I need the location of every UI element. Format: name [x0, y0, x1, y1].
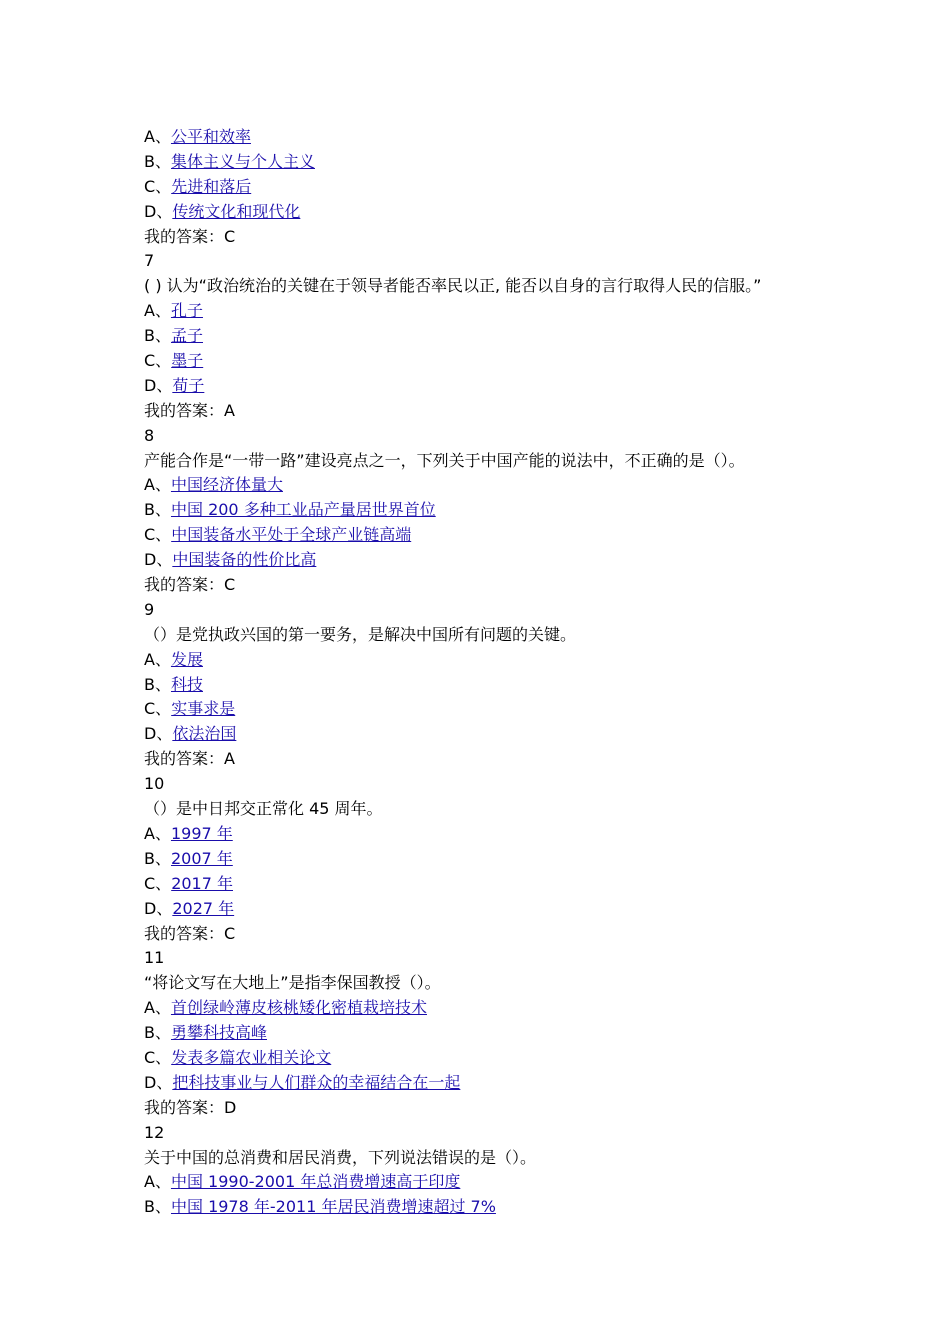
option-letter: C、	[144, 176, 172, 196]
question-number: 12	[144, 1122, 165, 1142]
option-link[interactable]: 中国 1990-2001 年总消费增速高于印度	[170, 1172, 461, 1192]
my-answer: 我的答案：C	[144, 575, 236, 595]
answer-option	[144, 1021, 924, 1046]
question-text: ( ) 认为“政治统治的关键在于领导者能否率民以正, 能否以自身的言行取得人民的信服。”	[144, 276, 762, 296]
question-number: 11	[144, 948, 165, 968]
option-link[interactable]: 依法治国	[172, 724, 237, 744]
answer-option	[144, 299, 924, 324]
option-letter: B、	[144, 1023, 171, 1043]
option-letter: C、	[144, 351, 172, 371]
option-letter: D、	[144, 375, 173, 395]
option-link[interactable]: 科技	[170, 674, 203, 694]
option-letter: C、	[144, 1047, 172, 1067]
option-letter: C、	[144, 873, 172, 893]
option-letter: D、	[144, 898, 173, 918]
answer-option	[144, 150, 924, 175]
option-letter: A、	[144, 127, 171, 146]
option-letter: C、	[144, 525, 172, 545]
option-letter: D、	[144, 201, 173, 221]
option-link[interactable]: 发表多篇农业相关论文	[171, 1047, 332, 1067]
option-link[interactable]: 首创绿岭薄皮核桃矮化密植栽培技术	[170, 998, 427, 1018]
answer-option	[144, 349, 924, 374]
option-link[interactable]: 中国 200 多种工业品产量居世界首位	[170, 500, 436, 520]
answer-option	[144, 722, 924, 747]
option-link[interactable]: 公平和效率	[170, 127, 251, 146]
answer-option	[144, 175, 924, 200]
my-answer: 我的答案：A	[144, 749, 235, 769]
option-letter: D、	[144, 550, 173, 570]
option-letter: B、	[144, 500, 171, 520]
answer-option	[144, 996, 924, 1021]
answer-option	[144, 1170, 924, 1195]
option-letter: D、	[144, 1072, 173, 1092]
answer-option	[144, 324, 924, 349]
option-letter: B、	[144, 151, 171, 171]
answer-option	[144, 1195, 924, 1220]
my-answer: 我的答案：C	[144, 226, 236, 246]
option-link[interactable]: 孟子	[170, 326, 203, 346]
option-link[interactable]: 2027 年	[172, 898, 235, 918]
answer-option	[144, 1071, 924, 1096]
option-link[interactable]: 中国装备的性价比高	[172, 550, 317, 570]
question-text: 关于中国的总消费和居民消费，下列说法错误的是（）。	[144, 1147, 537, 1167]
option-link[interactable]: 把科技事业与人们群众的幸福结合在一起	[172, 1072, 461, 1092]
option-letter: B、	[144, 674, 171, 694]
question-number: 10	[144, 774, 165, 794]
answer-option	[144, 697, 924, 722]
option-link[interactable]: 集体主义与个人主义	[170, 151, 315, 171]
question-number: 7	[144, 251, 155, 271]
option-link[interactable]: 2007 年	[170, 848, 233, 868]
option-letter: B、	[144, 1197, 171, 1217]
option-letter: A、	[144, 475, 171, 495]
question-text: （）是中日邦交正常化 45 周年。	[144, 799, 383, 819]
option-link[interactable]: 中国装备水平处于全球产业链高端	[171, 525, 412, 545]
answer-option	[144, 374, 924, 399]
answer-option	[144, 473, 924, 498]
option-letter: A、	[144, 301, 171, 321]
question-text: “将论文写在大地上”是指李保国教授（）。	[144, 973, 441, 993]
option-letter: A、	[144, 823, 171, 843]
option-link[interactable]: 中国经济体量大	[170, 475, 283, 495]
answer-option	[144, 872, 924, 897]
answer-option	[144, 1046, 924, 1071]
option-letter: C、	[144, 699, 172, 719]
option-link[interactable]: 墨子	[171, 351, 204, 371]
answer-option	[144, 897, 924, 922]
option-link[interactable]: 发展	[170, 649, 203, 669]
my-answer: 我的答案：A	[144, 400, 235, 420]
my-answer: 我的答案：C	[144, 923, 236, 943]
answer-option	[144, 498, 924, 523]
option-letter: D、	[144, 724, 173, 744]
answer-option	[144, 847, 924, 872]
answer-option	[144, 200, 924, 225]
question-text: 产能合作是“一带一路”建设亮点之一，下列关于中国产能的说法中，不正确的是（）。	[144, 450, 745, 470]
option-link[interactable]: 勇攀科技高峰	[170, 1023, 267, 1043]
question-number: 9	[144, 599, 155, 619]
option-letter: A、	[144, 649, 171, 669]
option-letter: B、	[144, 848, 171, 868]
answer-option	[144, 822, 924, 847]
answer-option	[144, 125, 924, 150]
option-letter: B、	[144, 326, 171, 346]
option-link[interactable]: 孔子	[170, 301, 203, 321]
option-link[interactable]: 2017 年	[171, 873, 233, 893]
option-link[interactable]: 先进和落后	[171, 176, 252, 196]
option-link[interactable]: 传统文化和现代化	[172, 201, 301, 221]
option-letter: A、	[144, 998, 171, 1018]
answer-option	[144, 523, 924, 548]
answer-option	[144, 548, 924, 573]
answer-option	[144, 648, 924, 673]
question-text: （）是党执政兴国的第一要务，是解决中国所有问题的关键。	[144, 624, 577, 644]
option-link[interactable]: 中国 1978 年-2011 年居民消费增速超过 7%	[170, 1197, 496, 1217]
option-link[interactable]: 实事求是	[171, 699, 236, 719]
option-link[interactable]: 荀子	[172, 375, 205, 395]
answer-option	[144, 673, 924, 698]
option-link[interactable]: 1997 年	[170, 823, 233, 843]
option-letter: A、	[144, 1172, 171, 1192]
my-answer: 我的答案：D	[144, 1097, 237, 1117]
quiz-content	[144, 125, 924, 1220]
question-number: 8	[144, 425, 155, 445]
